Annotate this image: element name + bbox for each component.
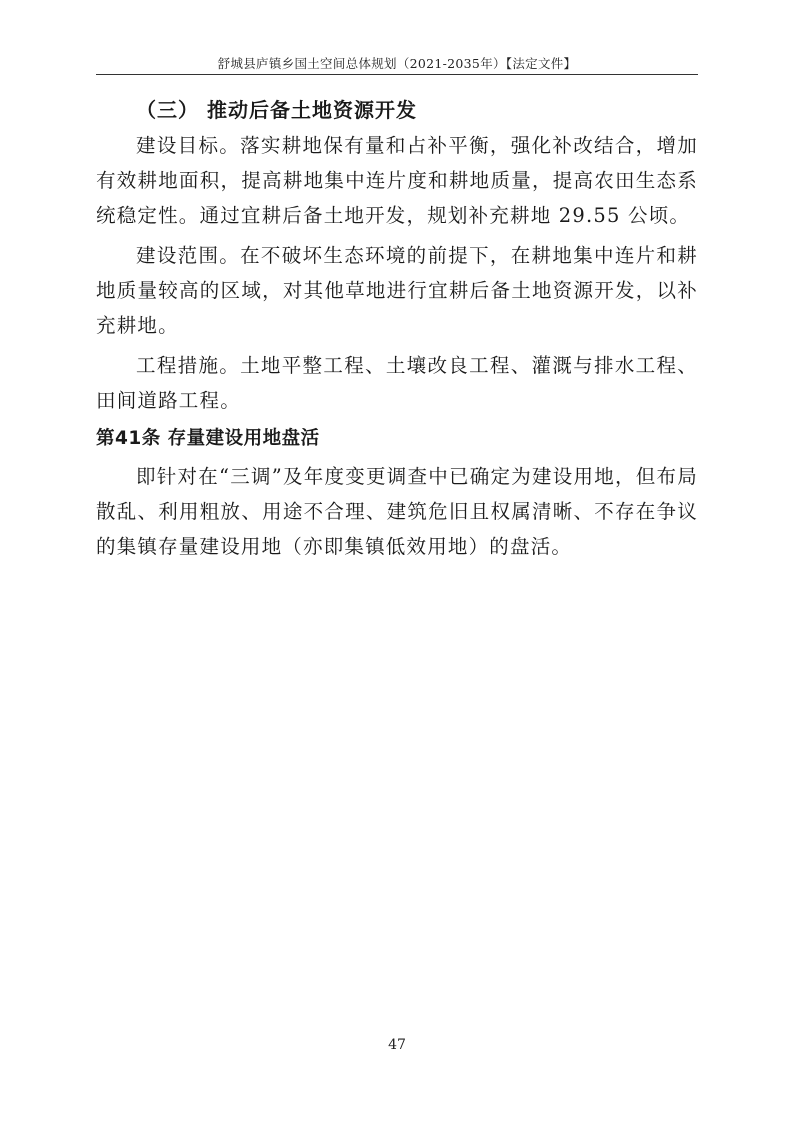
paragraph-construction-goal: 建设目标。落实耕地保有量和占补平衡，强化补改结合，增加有效耕地面积，提高耕地集中连片度和耕地质量，提高农田生态系统稳定性。通过宜耕后备土地开发，规划补充耕地 29.55 公顷。: [96, 134, 698, 227]
paragraph-construction-scope: 建设范围。在不破坏生态环境的前提下，在耕地集中连片和耕地质量较高的区域，对其他草地进行宜耕后备土地资源开发，以补充耕地。: [96, 244, 698, 337]
article-heading: 第41条 存量建设用地盘活: [96, 428, 320, 449]
paragraph-article-body: 即针对在“三调”及年度变更调查中已确定为建设用地，但布局散乱、利用粗放、用途不合理、建筑危旧且权属清晰、不存在争议的集镇存量建设用地（亦即集镇低效用地）的盘活。: [96, 465, 698, 558]
paragraph-engineering-measures: 工程措施。土地平整工程、土壤改良工程、灌溉与排水工程、田间道路工程。: [96, 354, 698, 412]
document-body: [96, 94, 698, 569]
header-divider: [96, 74, 698, 75]
page-number: 47: [388, 1037, 406, 1053]
section-heading: （三） 推动后备土地资源开发: [136, 98, 417, 122]
document-header: 舒城县庐镇乡国土空间总体规划（2021-2035年）【法定文件】: [217, 56, 577, 71]
